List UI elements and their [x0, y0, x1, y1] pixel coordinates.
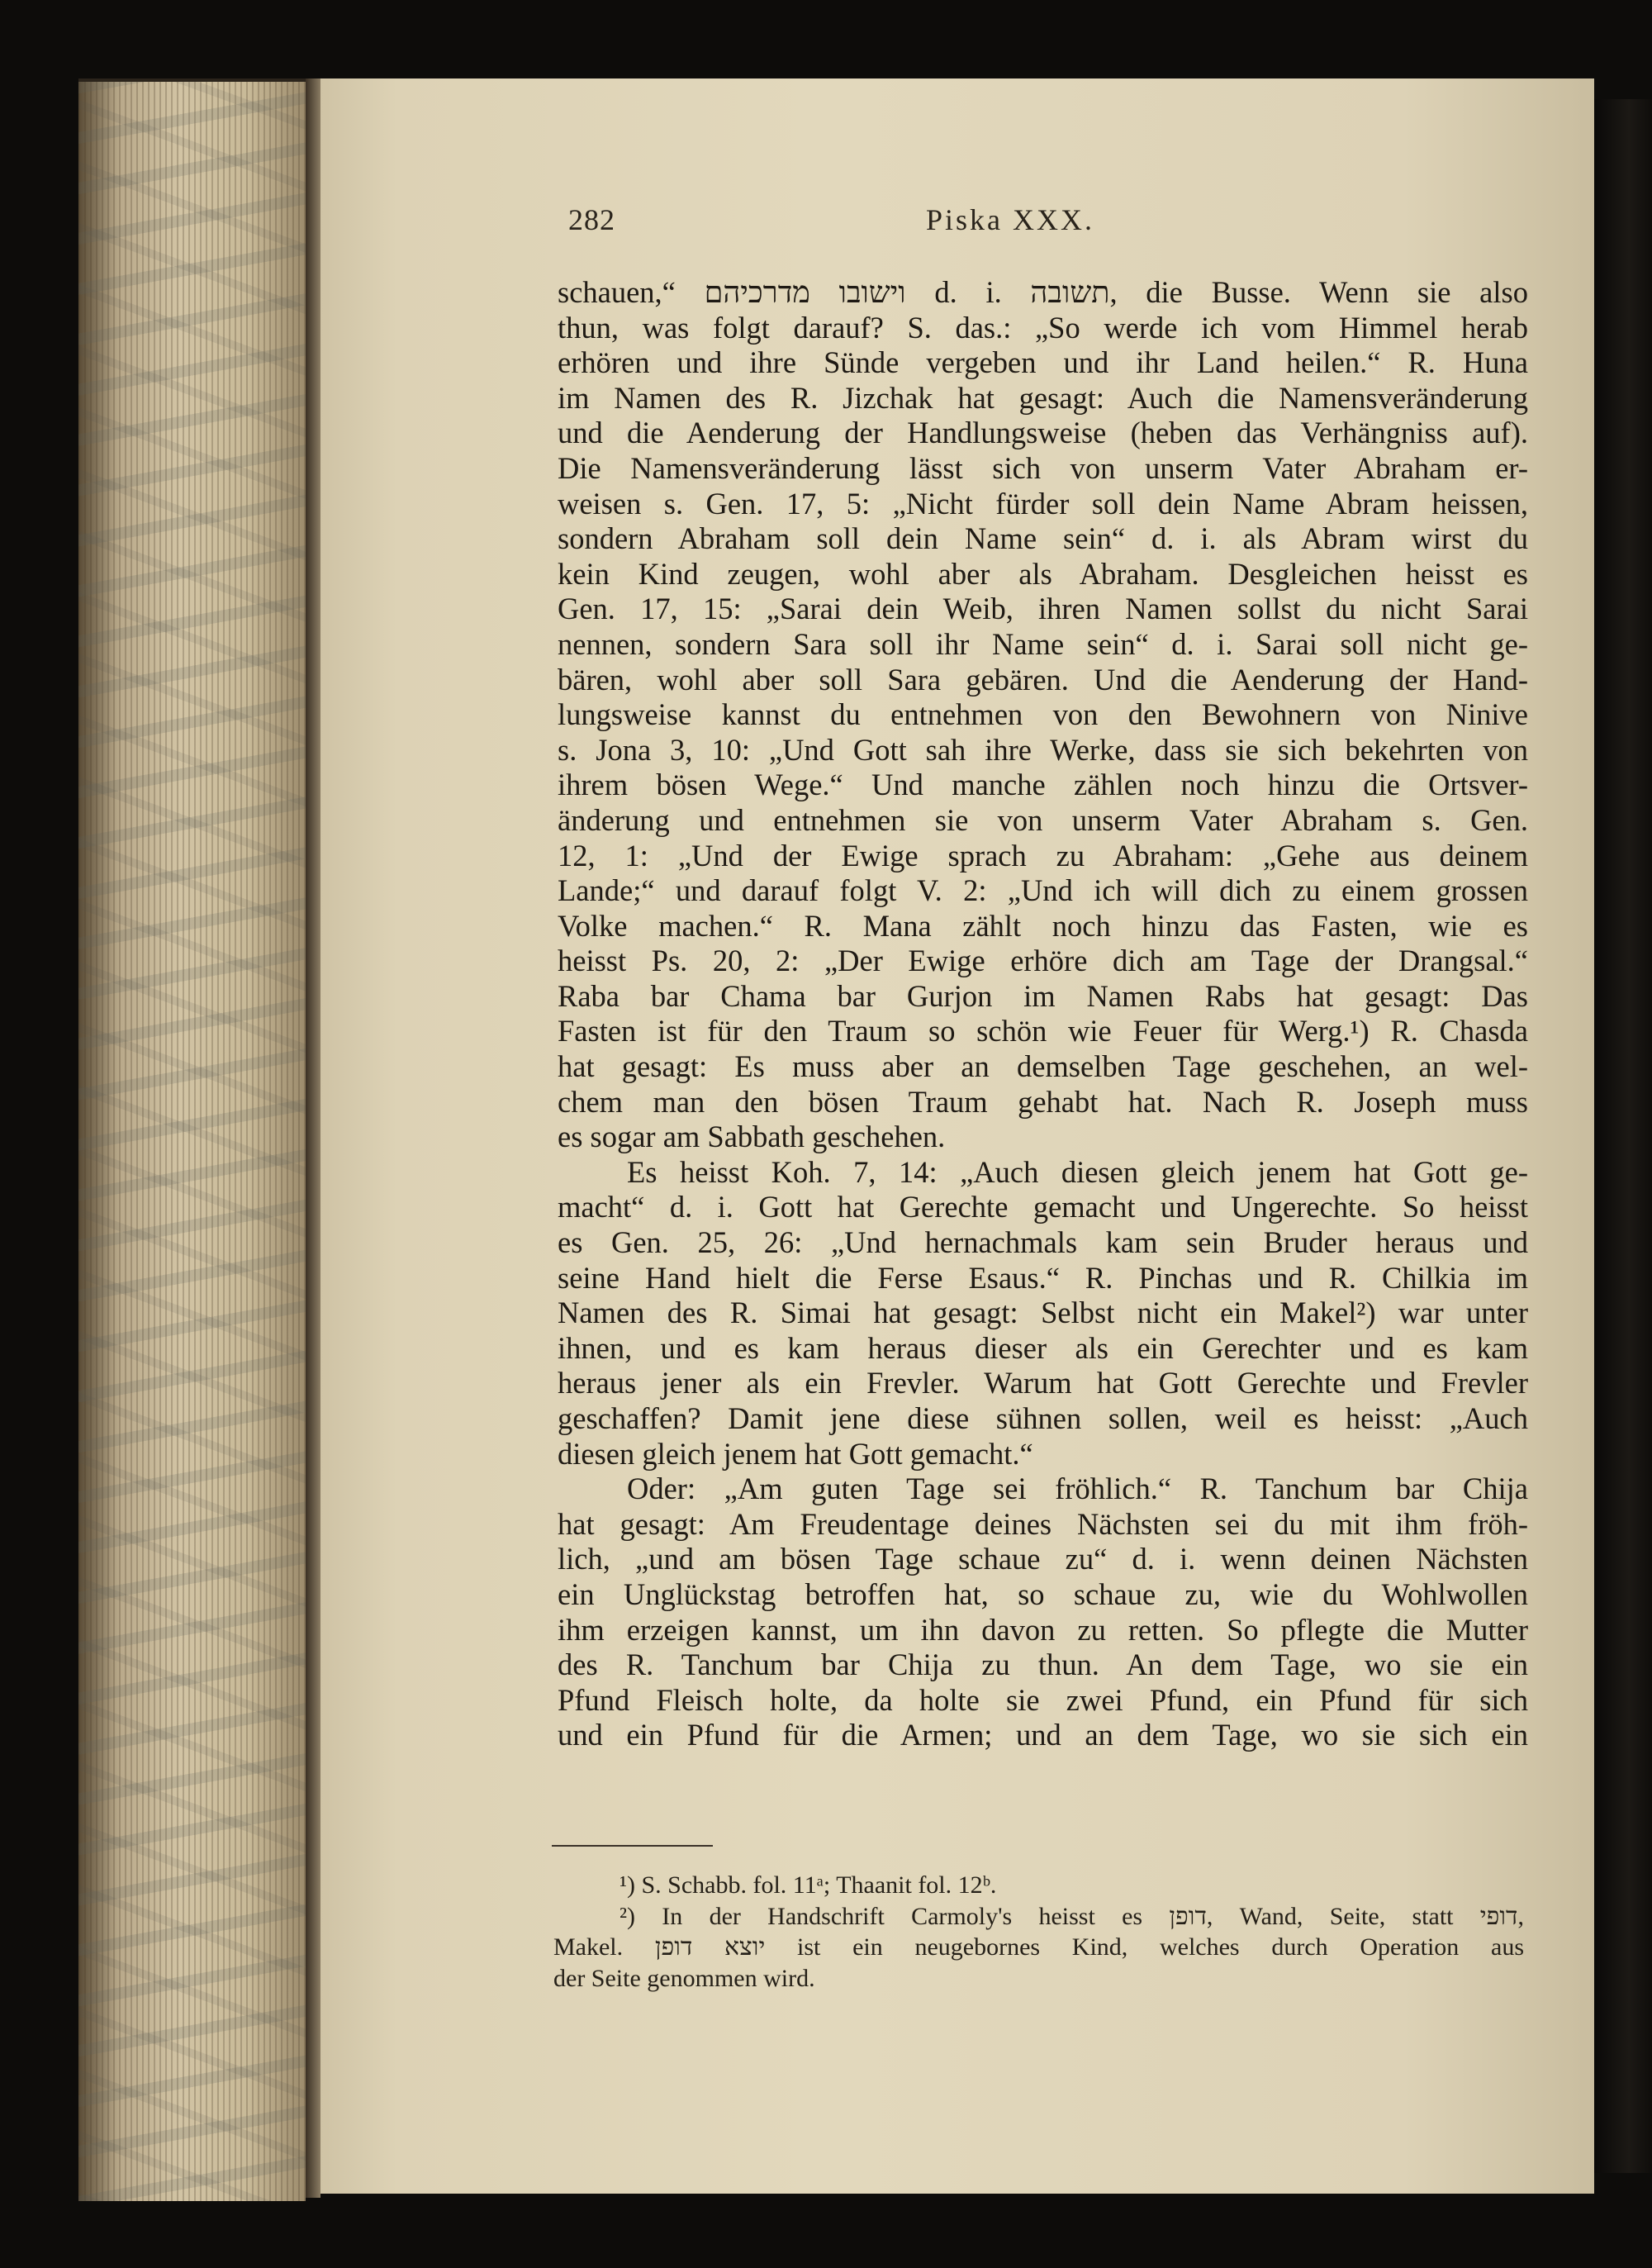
text-line: diesen gleich jenem hat Gott gemacht.“ [558, 1436, 1033, 1471]
text-line: Lande;“ und darauf folgt V. 2: „Und ich will dich zu einem grossen [558, 873, 1528, 908]
footnote-line: ²) In der Handschrift Carmoly's heisst es דופן, Wand, Seite, statt דופי, [620, 1902, 1524, 1930]
page-gutter [306, 78, 320, 2198]
text-line: Oder: „Am guten Tage sei fröhlich.“ R. Tanchum bar Chija [627, 1472, 1528, 1506]
text-line: bären, wohl aber soll Sara gebären. Und die Aenderung der Hand- [558, 662, 1528, 697]
text-line: sondern Abraham soll dein Name sein“ d. i. als Abram wirst du [558, 521, 1528, 556]
text-line: lungsweise kannst du entnehmen von den Bewohnern von Ninive [558, 697, 1528, 732]
text-line: weisen s. Gen. 17, 5: „Nicht fürder soll dein Name Abram heissen, [558, 486, 1528, 521]
right-page-edge [1594, 99, 1652, 2173]
text-line: heraus jener als ein Frevler. Warum hat Gott Gerechte und Frevler [558, 1366, 1528, 1400]
text-line: Fasten ist für den Traum so schön wie Feuer für Werg.¹) R. Chasda [558, 1014, 1528, 1048]
text-line: es sogar am Sabbath geschehen. [558, 1120, 946, 1154]
text-line: und ein Pfund für die Armen; und an dem Tage, wo sie sich ein [558, 1718, 1528, 1752]
text-line: ihrem bösen Wege.“ Und manche zählen noch hinzu die Ortsver- [558, 768, 1528, 802]
text-line: lich, „und am bösen Tage schaue zu“ d. i. wenn deinen Nächsten [558, 1542, 1528, 1576]
text-line: im Namen des R. Jizchak hat gesagt: Auch die Namensveränderung [558, 380, 1528, 415]
text-line: s. Jona 3, 10: „Und Gott sah ihre Werke, dass sie sich bekehrten von [558, 732, 1528, 767]
text-line: Es heisst Koh. 7, 14: „Auch diesen gleich jenem hat Gott ge- [627, 1154, 1528, 1189]
running-title: Piska XXX. [925, 203, 1094, 236]
book-fore-edge [78, 78, 306, 2201]
book-page [320, 78, 1594, 2194]
text-line: Pfund Fleisch holte, da holte sie zwei Pfund, ein Pfund für sich [558, 1682, 1528, 1717]
text-line: änderung und entnehmen sie von unserm Vater Abraham s. Gen. [558, 802, 1528, 837]
text-line: nennen, sondern Sara soll ihr Name sein“ d. i. Sarai soll nicht ge- [558, 626, 1528, 661]
main-text [558, 275, 1528, 1753]
text-line: kein Kind zeugen, wohl aber als Abraham. Desgleichen heisst es [558, 556, 1528, 591]
text-line: seine Hand hielt die Ferse Esaus.“ R. Pinchas und R. Chilkia im [558, 1260, 1528, 1295]
text-line: Raba bar Chama bar Gurjon im Namen Rabs hat gesagt: Das [558, 978, 1528, 1013]
text-line: des R. Tanchum bar Chija zu thun. An dem Tage, wo sie ein [558, 1648, 1528, 1682]
footnotes [553, 1870, 1524, 1994]
footnote-line: Makel. יוצא דופן ist ein neugebornes Kind, welches durch Operation aus [553, 1933, 1525, 1961]
footnote-line: der Seite genommen wird. [553, 1964, 815, 1992]
text-line: Gen. 17, 15: „Sarai dein Weib, ihren Namen sollst du nicht Sarai [558, 592, 1528, 626]
text-line: ihnen, und es kam heraus dieser als ein Gerechter und es kam [558, 1330, 1528, 1365]
page-header [568, 202, 1452, 252]
footnote-line: ¹) S. Schabb. fol. 11ᵃ; Thaanit fol. 12ᵇ. [620, 1871, 997, 1899]
text-line: schauen,“ וישובו מדרכיהם d. i. תשובה, die Busse. Wenn sie also [558, 275, 1528, 309]
text-line: hat gesagt: Es muss aber an demselben Tage geschehen, an wel- [558, 1049, 1528, 1084]
text-line: hat gesagt: Am Freudentage deines Nächsten sei du mit ihm fröh- [558, 1506, 1528, 1541]
text-line: chem man den bösen Traum gehabt hat. Nach R. Joseph muss [558, 1084, 1528, 1119]
text-line: Namen des R. Simai hat gesagt: Selbst nicht ein Makel²) war unter [558, 1296, 1528, 1330]
text-line: heisst Ps. 20, 2: „Der Ewige erhöre dich am Tage der Drangsal.“ [558, 944, 1528, 978]
text-line: Die Namensveränderung lässt sich von unserm Vater Abraham er- [558, 450, 1528, 485]
text-line: 12, 1: „Und der Ewige sprach zu Abraham: „Gehe aus deinem [558, 838, 1528, 872]
marbled-edge-pattern [78, 82, 306, 2201]
text-line: es Gen. 25, 26: „Und hernachmals kam sein Bruder heraus und [558, 1225, 1528, 1260]
text-line: ein Unglückstag betroffen hat, so schaue zu, wie du Wohlwollen [558, 1576, 1528, 1611]
text-line: und die Aenderung der Handlungsweise (heben das Verhängniss auf). [558, 416, 1528, 450]
footnote-divider [552, 1845, 713, 1847]
text-line: Volke machen.“ R. Mana zählt noch hinzu das Fasten, wie es [558, 908, 1528, 943]
text-line: macht“ d. i. Gott hat Gerechte gemacht und Ungerechte. So heisst [558, 1190, 1528, 1224]
text-line: geschaffen? Damit jene diese sühnen sollen, weil es heisst: „Auch [558, 1401, 1528, 1435]
text-line: ihm erzeigen kannst, um ihn davon zu retten. So pflegte die Mutter [558, 1612, 1528, 1647]
text-line: erhören und ihre Sünde vergeben und ihr Land heilen.“ R. Huna [558, 345, 1528, 380]
page-number: 282 [568, 203, 615, 236]
text-line: thun, was folgt darauf? S. das.: „So werde ich vom Himmel herab [558, 310, 1528, 345]
